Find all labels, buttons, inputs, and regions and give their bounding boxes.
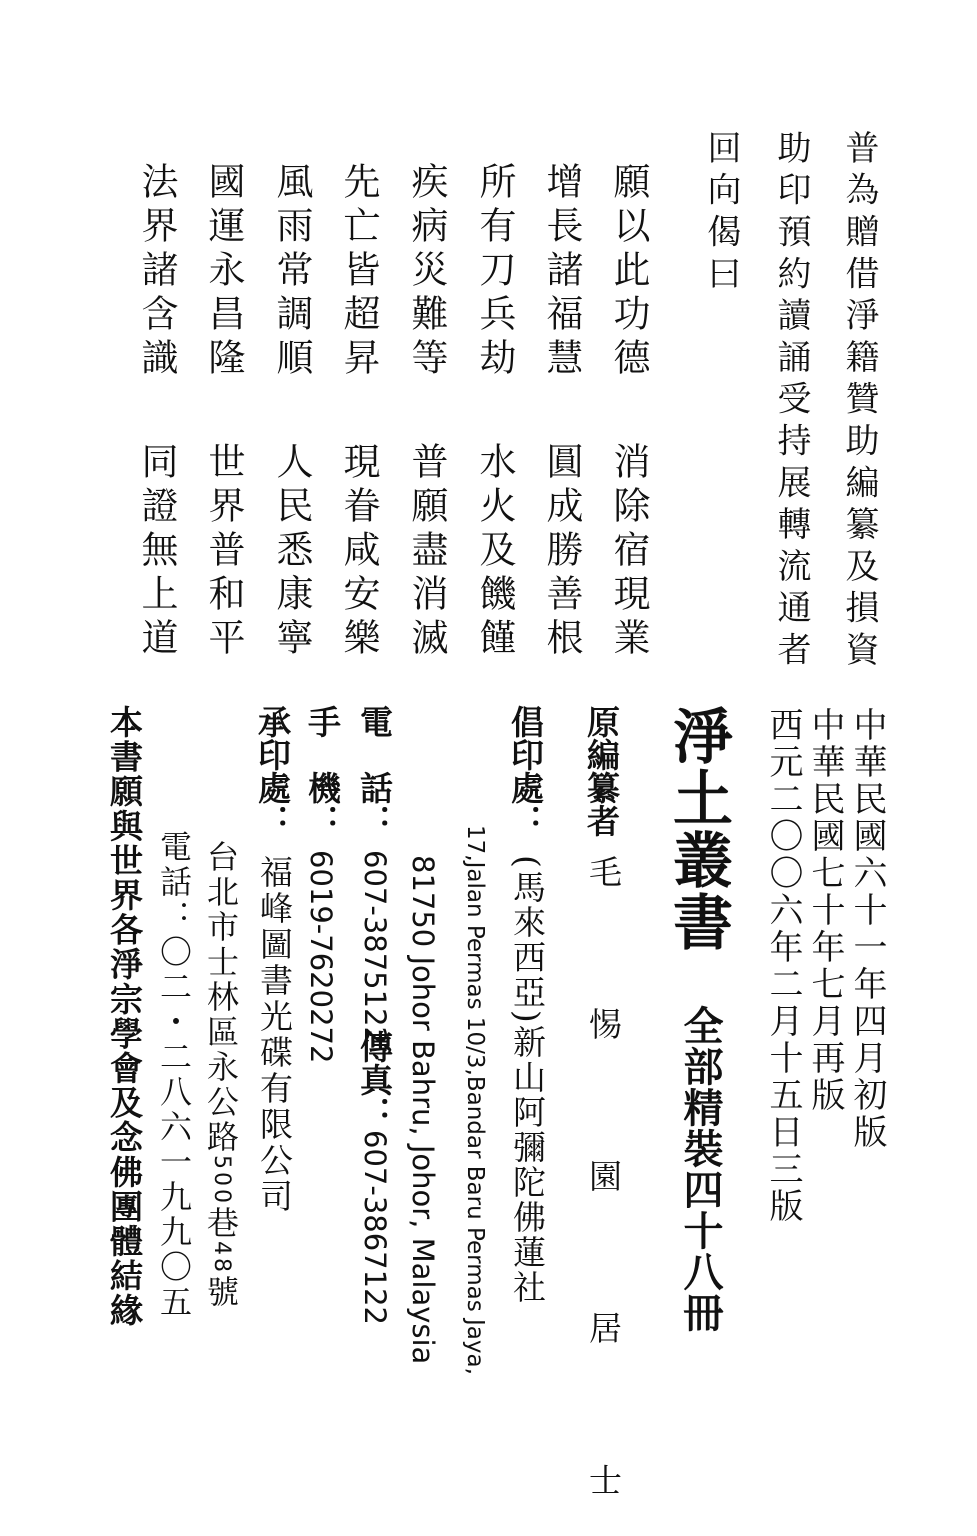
- book-title: 淨土叢書: [663, 705, 733, 953]
- dedication-line-2: 助印預約讀誦受持展轉流通者: [771, 130, 811, 674]
- edition-third: 西元二〇〇六年二月十五日三版: [763, 707, 803, 1225]
- printer-name: (馬來西亞)新山阿彌陀佛蓮社: [508, 855, 547, 1305]
- closing-statement: 本書願與世界各淨宗學會及念佛團體結緣: [105, 705, 144, 1328]
- mobile-label: 手 機：: [303, 705, 342, 837]
- verse-3b: 水火及饑饉: [473, 442, 516, 662]
- verse-7a: 國運永昌隆: [202, 162, 245, 382]
- verse-title: 回向偈曰: [701, 130, 741, 298]
- verse-1b: 消除宿現業: [607, 442, 650, 662]
- verse-5a: 先亡皆超昇: [337, 162, 380, 382]
- contractor-name: 福峰圖書光碟有限公司: [255, 855, 294, 1215]
- verse-2b: 圓成勝善根: [540, 442, 583, 662]
- printer-address-1: 17,Jalan Permas 10/3,Bandar Baru Permas Jaya,: [462, 825, 488, 1375]
- verse-4a: 疾病災難等: [405, 162, 448, 382]
- contractor-address-c: 號: [202, 1275, 240, 1310]
- compiler-name: 毛 惕 園 居 士: [584, 855, 623, 1536]
- verse-1a: 願以此功德: [607, 162, 650, 382]
- contractor-phone-label: 電話：: [155, 830, 193, 935]
- contractor-phone: [155, 830, 193, 1320]
- verse-7b: 世界普和平: [202, 442, 245, 662]
- contractor-address-a: 台北市士林區永公路: [202, 840, 240, 1155]
- phone-number: 607-3875122: [358, 850, 392, 1045]
- contractor-address-number: 48: [209, 1241, 234, 1275]
- contractor-address-lane: 500: [209, 1155, 234, 1206]
- verse-5b: 現眷咸安樂: [337, 442, 380, 662]
- phone-label: 電 話：: [355, 705, 394, 837]
- printer-address-2: 81750 Johor Bahru, Johor, Malaysia: [406, 855, 440, 1365]
- fax-number: 607-3867122: [358, 1130, 392, 1325]
- verse-8b: 同證無上道: [135, 442, 178, 662]
- edition-first: 中華民國六十一年四月初版: [847, 707, 887, 1151]
- book-subtitle: 全部精裝四十八冊: [677, 1005, 723, 1333]
- verse-6b: 人民悉康寧: [270, 442, 313, 662]
- verse-4b: 普願盡消滅: [405, 442, 448, 662]
- contractor-phone-number: 〇二・二八六一九九〇五: [155, 935, 193, 1320]
- verse-8a: 法界諸含識: [135, 162, 178, 382]
- contractor-label: 承印處：: [253, 705, 292, 837]
- edition-second: 中華民國七十年七月再版: [805, 707, 845, 1114]
- verse-2a: 增長諸福慧: [540, 162, 583, 382]
- compiler-label: 原編纂者: [582, 705, 621, 837]
- mobile-number: 6019-7620272: [304, 850, 338, 1064]
- contractor-address: [202, 840, 240, 1310]
- fax-label: 傳真：: [355, 1030, 394, 1129]
- contractor-address-b: 巷: [202, 1206, 240, 1241]
- printer-label: 倡印處：: [506, 705, 545, 837]
- verse-6a: 風雨常調順: [270, 162, 313, 382]
- verse-3a: 所有刀兵劫: [473, 162, 516, 382]
- dedication-line-1: 普為贈借淨籍贊助編纂及損資: [839, 130, 879, 674]
